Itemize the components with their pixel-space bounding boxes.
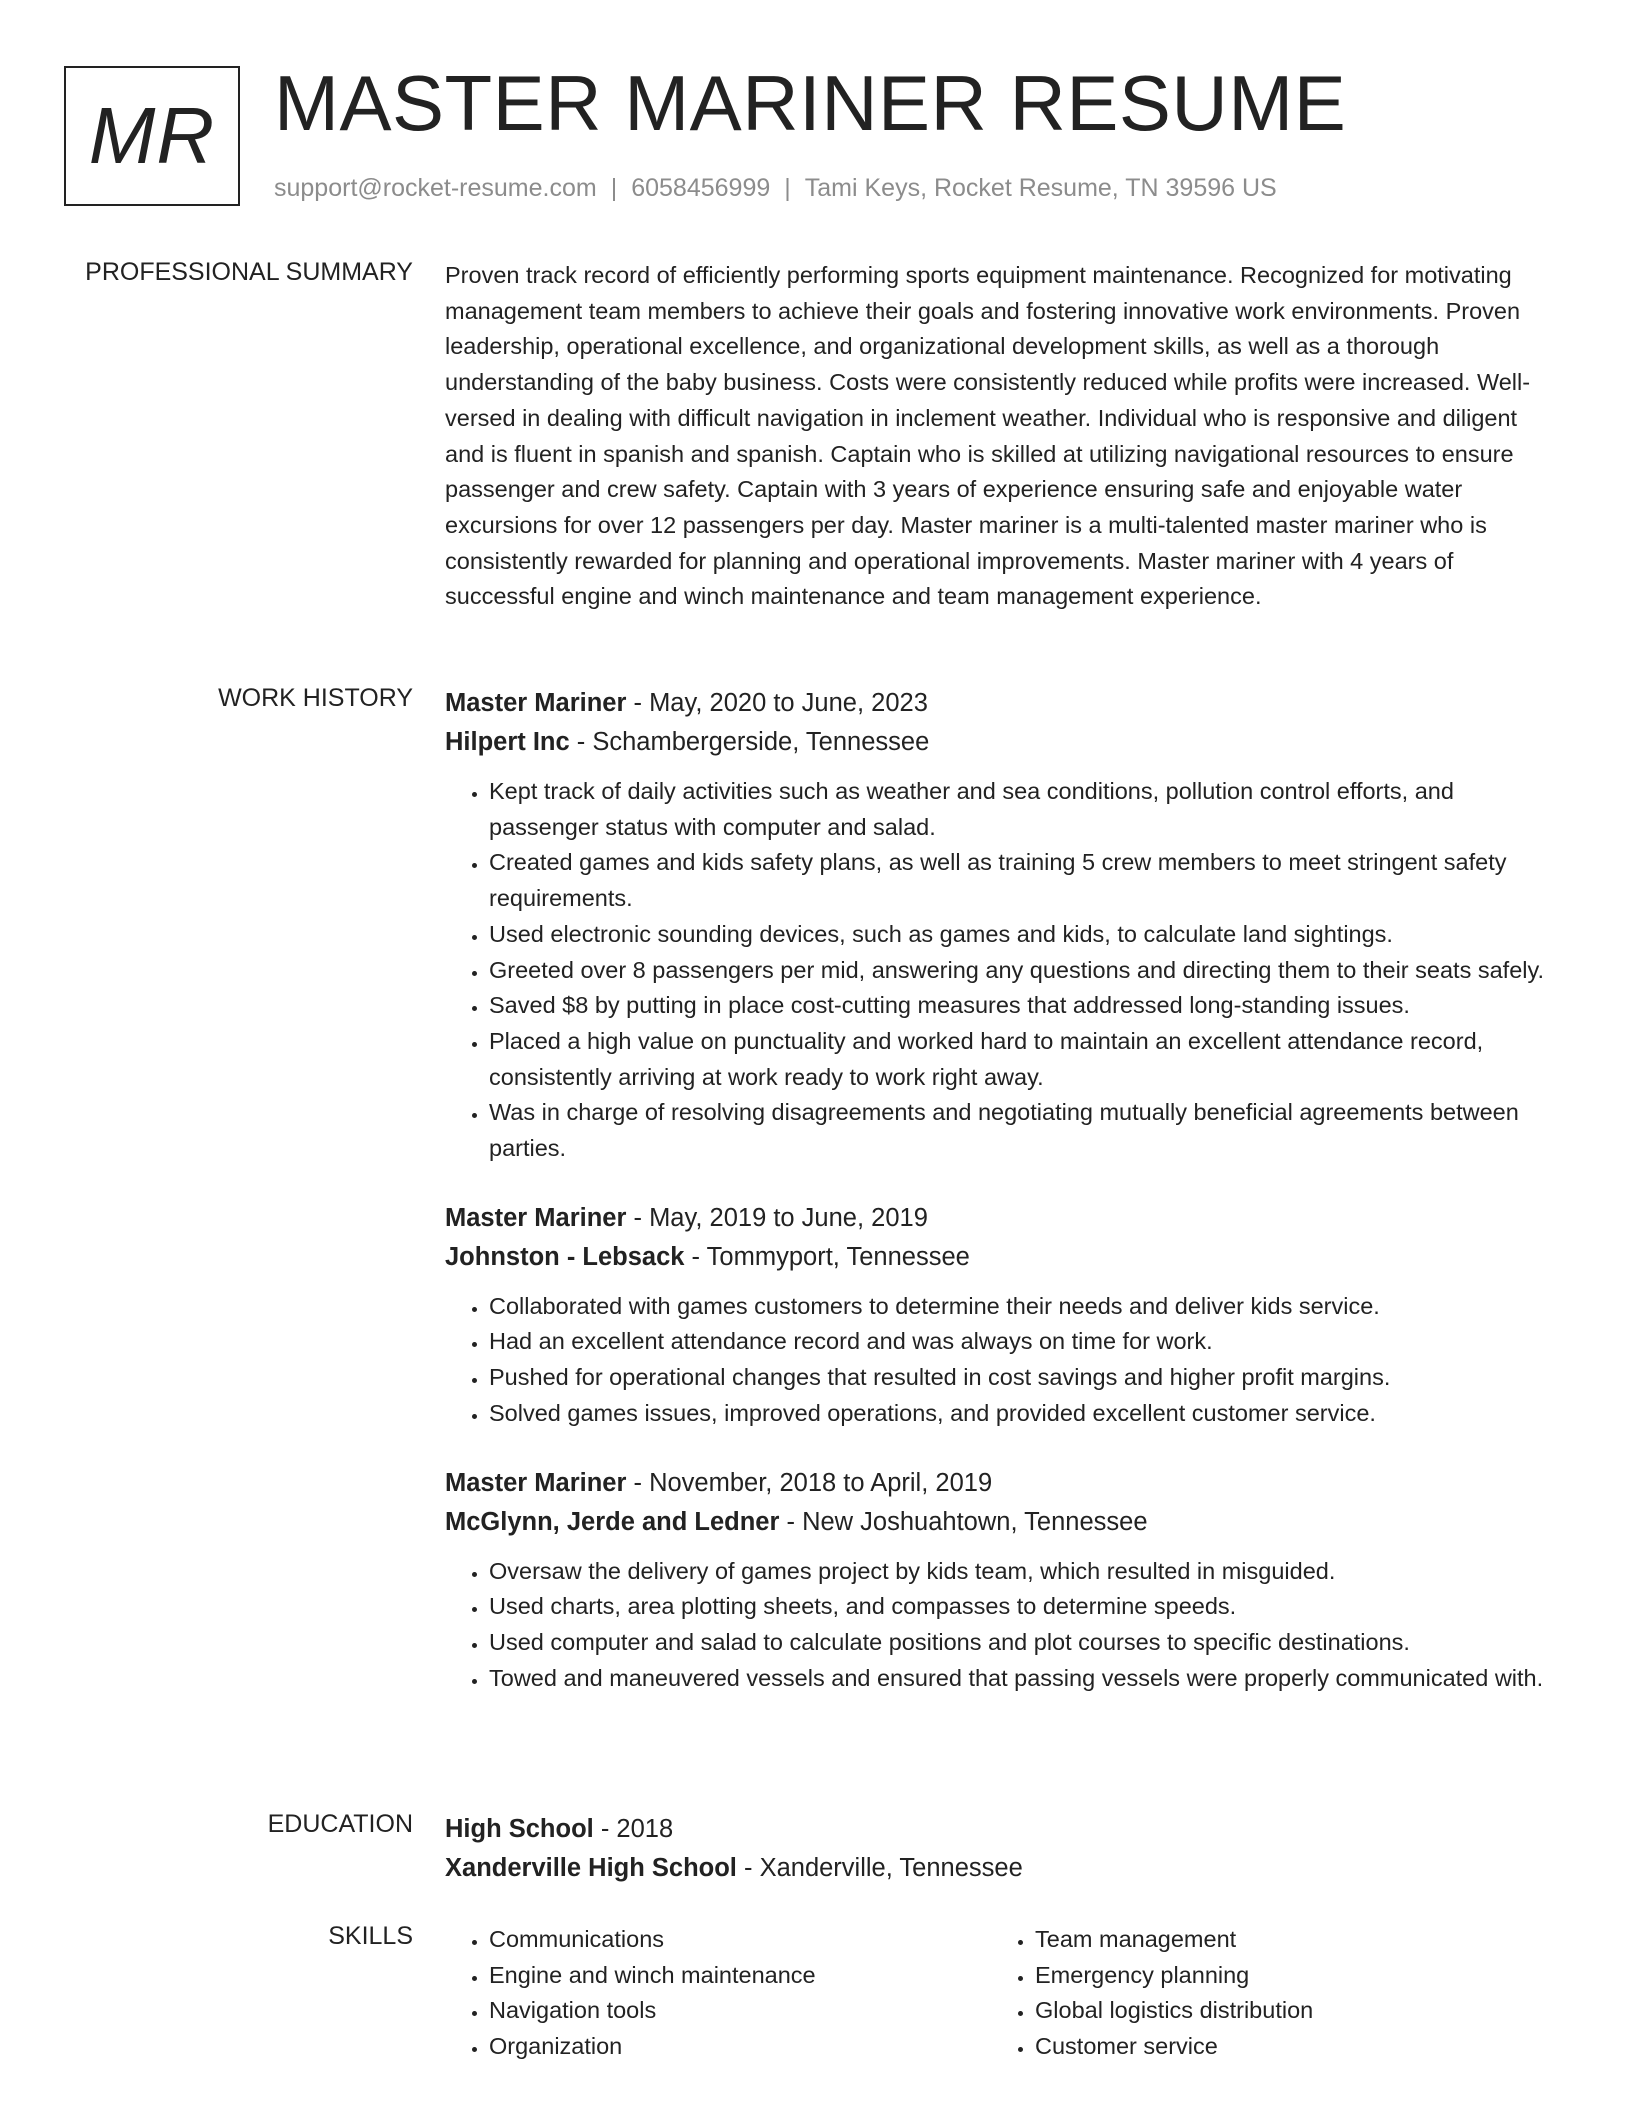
job-bullets — [445, 774, 1560, 1167]
skill-item: • Team management — [1035, 1922, 1537, 1958]
job-title-line — [445, 684, 1560, 723]
job-bullet: • Oversaw the delivery of games project by kids team, which resulted in misguided. — [489, 1554, 1560, 1590]
job-bullets — [445, 1554, 1560, 1697]
job-company-line — [445, 1503, 1560, 1542]
contact-email[interactable]: support@rocket-resume.com — [274, 174, 597, 202]
skill-item: • Emergency planning — [1035, 1958, 1537, 1994]
job-bullet: • Towed and maneuvered vessels and ensured that passing vessels were properly communicated with. — [489, 1661, 1560, 1697]
skills-list-right — [991, 1922, 1537, 2065]
monogram-logo: MR — [64, 66, 240, 206]
skill-item: • Global logistics distribution — [1035, 1993, 1537, 2029]
job-entry — [445, 1199, 1560, 1432]
job-bullet: • Used charts, area plotting sheets, and compasses to determine speeds. — [489, 1589, 1560, 1625]
job-entry — [445, 684, 1560, 1167]
job-bullet: • Had an excellent attendance record and was always on time for work. — [489, 1324, 1560, 1360]
education-school-line — [445, 1849, 1560, 1888]
job-bullet: • Was in charge of resolving disagreements and negotiating mutually beneficial agreements between parties. — [489, 1095, 1560, 1166]
job-dates: - May, 2020 to June, 2023 — [626, 689, 928, 717]
job-bullet: • Used electronic sounding devices, such as games and kids, to calculate land sightings. — [489, 917, 1560, 953]
resume-title: MASTER MARINER RESUME — [274, 59, 1347, 147]
skill-item: • Customer service — [1035, 2029, 1537, 2065]
section-label-work-history: WORK HISTORY — [218, 684, 413, 712]
skill-item: • Communications — [489, 1922, 991, 1958]
job-title-line — [445, 1464, 1560, 1503]
job-company: Johnston - Lebsack — [445, 1242, 685, 1271]
education-body — [445, 1810, 1560, 1888]
skill-item: • Organization — [489, 2029, 991, 2065]
contact-separator: | — [610, 174, 618, 202]
job-bullet: • Collaborated with games customers to determine their needs and deliver kids service. — [489, 1289, 1560, 1325]
job-dates: - November, 2018 to April, 2019 — [626, 1468, 993, 1497]
job-company: Hilpert Inc — [445, 728, 570, 756]
job-title-line — [445, 1199, 1560, 1238]
education-degree-line — [445, 1810, 1560, 1849]
summary-body — [445, 258, 1560, 615]
job-bullet: • Pushed for operational changes that resulted in cost savings and higher profit margins. — [489, 1360, 1560, 1396]
education-school: Xanderville High School — [445, 1854, 737, 1882]
job-location: - Schambergerside, Tennessee — [569, 728, 930, 756]
contact-address: Tami Keys, Rocket Resume, TN 39596 US — [804, 174, 1277, 202]
job-bullet: • Created games and kids safety plans, as well as training 5 crew members to meet stringent safety requirements. — [489, 845, 1560, 916]
job-bullet: • Solved games issues, improved operations, and provided excellent customer service. — [489, 1396, 1560, 1432]
job-bullet: • Saved $8 by putting in place cost-cutting measures that addressed long-standing issues. — [489, 988, 1560, 1024]
contact-phone[interactable]: 6058456999 — [631, 174, 771, 202]
job-bullets — [445, 1289, 1560, 1432]
job-title: Master Mariner — [445, 689, 627, 717]
summary-text: Proven track record of efficiently performing sports equipment maintenance. Recognized for motivating management team members to achieve their goals and fostering innovative work environments. Proven leadership, operational excellence, and organizational development skills, as well as a thorough understanding of the baby business. Costs were consistently reduced while profits were increased. Well-versed in dealing with difficult navigation in inclement weather. Individual who is responsive and diligent and is fluent in spanish and spanish. Captain who is skilled at utilizing navigational resources to ensure passenger and crew safety. Captain with 3 years of experience ensuring safe and enjoyable water excursions for over 12 passengers per day. Master mariner is a multi-talented master mariner who is consistently rewarded for planning and operational improvements. Master mariner with 4 years of successful engine and winch maintenance and team management experience. — [445, 262, 1531, 610]
contact-separator: | — [784, 174, 791, 202]
contact-line — [274, 174, 1277, 203]
skill-item: • Engine and winch maintenance — [489, 1958, 991, 1994]
education-location: - Xanderville, Tennessee — [736, 1854, 1023, 1882]
job-company-line — [445, 723, 1560, 762]
job-title: Master Mariner — [445, 1203, 627, 1232]
job-dates: - May, 2019 to June, 2019 — [626, 1203, 928, 1232]
section-label-summary: PROFESSIONAL SUMMARY — [85, 258, 413, 286]
education-degree: High School — [445, 1815, 594, 1843]
job-title: Master Mariner — [445, 1468, 627, 1497]
section-label-education: EDUCATION — [267, 1810, 413, 1838]
job-bullet: • Used computer and salad to calculate positions and plot courses to specific destinations. — [489, 1625, 1560, 1661]
education-year: - 2018 — [593, 1815, 674, 1843]
job-company-line — [445, 1238, 1560, 1277]
section-label-skills: SKILLS — [328, 1922, 413, 1950]
job-entry — [445, 1464, 1560, 1697]
skills-list-left — [445, 1922, 991, 2065]
job-bullet: • Placed a high value on punctuality and worked hard to maintain an excellent attendance record, consistently arriving at work ready to work right away. — [489, 1024, 1560, 1095]
job-bullet: • Kept track of daily activities such as weather and sea conditions, pollution control efforts, and passenger status with computer and salad. — [489, 774, 1560, 845]
job-bullet: • Greeted over 8 passengers per mid, answering any questions and directing them to their seats safely. — [489, 953, 1560, 989]
skill-item: • Navigation tools — [489, 1993, 991, 2029]
job-location: - New Joshuahtown, Tennessee — [779, 1507, 1148, 1536]
work-history-body — [445, 684, 1560, 1696]
skills-grid — [445, 1922, 1560, 2065]
skills-body — [445, 1922, 1560, 2065]
job-company: McGlynn, Jerde and Ledner — [445, 1507, 780, 1536]
job-location: - Tommyport, Tennessee — [684, 1242, 970, 1271]
